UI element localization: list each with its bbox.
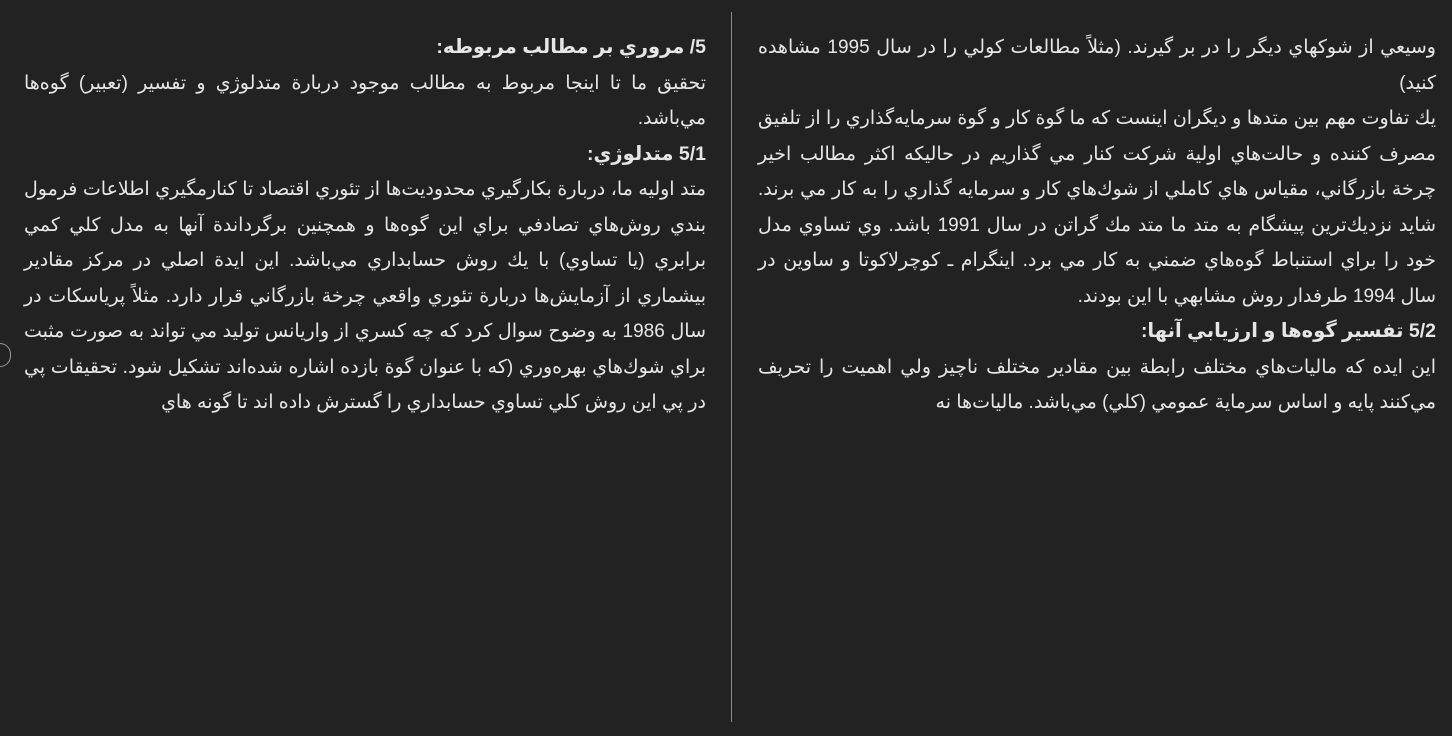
section-heading-5: 5/ مروري بر مطالب مربوطه: (436, 36, 706, 58)
page-edge-bracket (0, 343, 11, 367)
column-divider (731, 12, 732, 722)
left-column (24, 30, 706, 421)
paragraph-continued: وسيعي از شوكهاي ديگر را در بر گيرند. (مثلاً مطالعات كولي را در سال 1995 مشاهده كنيد) (758, 37, 1436, 94)
section-heading-5-2: 5/2 تفسير گوه‌ها و ارزيابي آنها: (1140, 320, 1436, 342)
paragraph-methodology: متد اوليه ما، دربارة بكارگيري محدوديت‌ها از تئوري اقتصاد تا كنارمگيري اطلاعات فرمول بندي روش‌هاي تصادفي براي اين گوه‌ها و همچنين برگرداندة آنها به مدل كلي كمي برابري (يا تساوي) با يك روش حسابداري مي‌باشد. اين ايدة اصلي در مركز مقادير بيشماري از آزمايش‌ها دربارة تئوري واقعي چرخة بازرگاني قرار دارد. مثلاً پرياسكات در سال 1986 به وضوح سوال كرد كه چه كسري از واريانس توليد مي تواند به صورت مثبت براي شوك‌هاي بهره‌وري (كه با عنوان گوة بازده اشاره شده‌اند تشكيل شود. تحقيقات پي در پي اين روش كلي تساوي حسابداري را گسترش داده اند تا گونه هاي (24, 179, 706, 413)
paragraph-taxes: اين ايده كه ماليات‌هاي مختلف رابطة بين مقادير مختلف ناچيز ولي اهميت را تحريف مي‌كنند پايه و اساس سرماية عمومي (كلي) مي‌باشد. ماليات‌ها نه (758, 356, 1436, 413)
paragraph-review: تحقيق ما تا اينجا مربوط به مطالب موجود دربارة متدلوژي و تفسير (تعبير) گوه‌ها مي‌باشد. (24, 72, 706, 129)
section-heading-5-1: 5/1 متدلوژي: (587, 142, 706, 165)
paragraph-method-difference: يك تفاوت مهم بين متدها و ديگران اينست كه ما گوة كار و گوة سرمايه‌گذاري را از تلفيق مصرف كننده و حالت‌هاي اولية شركت كنار مي گذاريم در حاليكه اكثر مطالب اخير چرخة بازرگاني، مقياس هاي كاملي از شوك‌هاي كار و سرمايه گذاري را به كار مي برند. شايد نزديك‌ترين پيشگام به متد ما متد مك گراتن در سال 1991 باشد. وي تساوي مدل خود را براي استنباط گوه‌هاي ضمني به كار مي برد. اينگرام ـ كوچرلاكوتا و ساوين در سال 1994 طرفدار روش مشابهي با اين بودند. (758, 108, 1436, 307)
right-column (758, 30, 1436, 421)
